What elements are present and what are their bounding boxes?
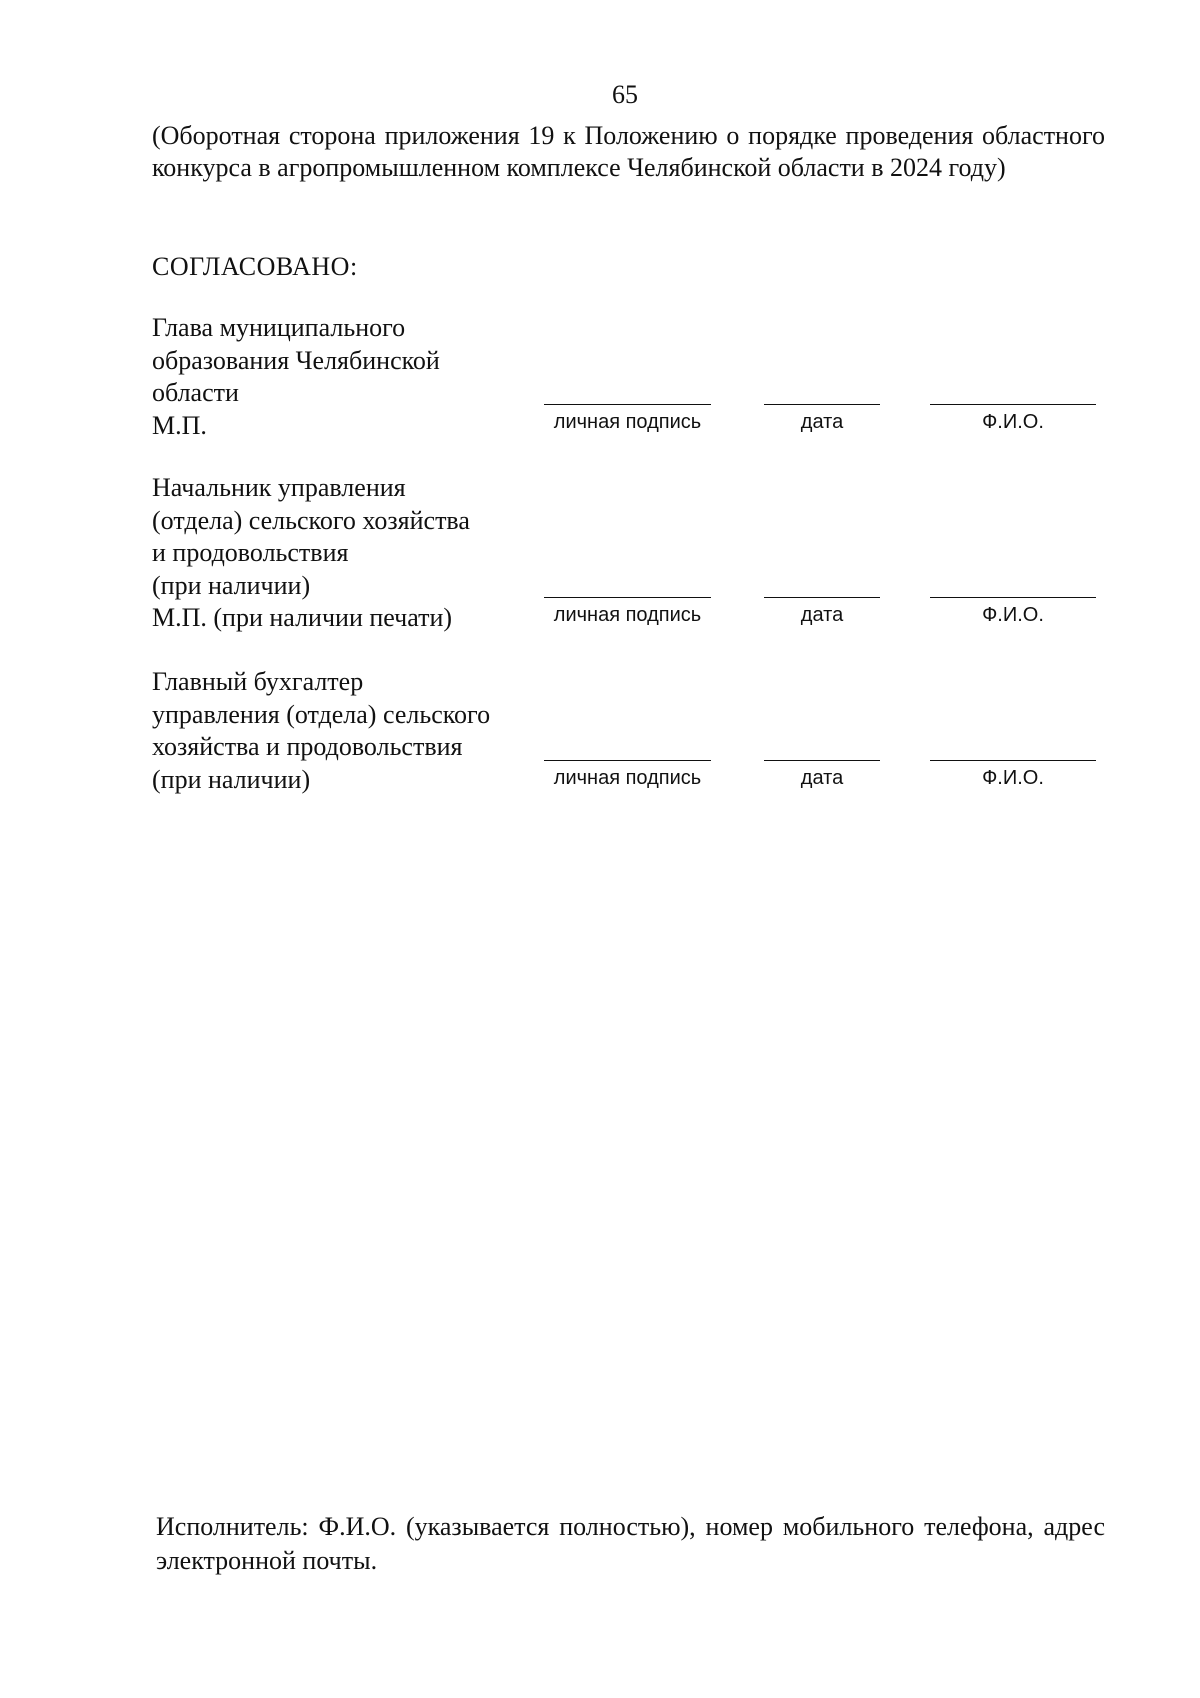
signatory-title-line: (при наличии) — [152, 764, 311, 794]
signatory-title-line: управления (отдела) сельского — [152, 699, 491, 729]
signatory-title-line: Глава муниципального — [152, 313, 406, 342]
signatory-head-department — [152, 472, 470, 635]
fio-line — [930, 597, 1096, 598]
date-caption: дата — [800, 767, 844, 789]
agreed-label: СОГЛАСОВАНО: — [152, 252, 358, 281]
signature-caption: личная подпись — [553, 411, 702, 433]
signatory-title-line: (отдела) сельского хозяйства — [152, 505, 470, 535]
signatory-title-line: (при наличии) — [152, 570, 311, 600]
signature-caption: личная подпись — [553, 604, 702, 626]
signatory-title-line: Главный бухгалтер — [152, 667, 364, 696]
fio-line — [930, 760, 1096, 761]
executor-note: Исполнитель: Ф.И.О. (указывается полностью), номер мобильного телефона, адрес электронной почты. — [156, 1512, 1105, 1575]
signatory-title-line: Начальник управления — [152, 473, 406, 502]
fio-line — [930, 404, 1096, 405]
date-caption: дата — [800, 604, 844, 626]
stamp-label: М.П. (при наличии печати) — [152, 603, 453, 632]
page-number: 65 — [612, 80, 638, 109]
stamp-label: М.П. — [152, 410, 207, 440]
signatory-title-line: хозяйства и продовольствия — [152, 732, 463, 761]
date-caption: дата — [800, 411, 844, 433]
signatory-title-line: образования Челябинской — [152, 345, 440, 375]
signature-line — [544, 597, 711, 598]
fio-caption: Ф.И.О. — [982, 411, 1044, 433]
date-line — [764, 760, 880, 761]
signature-line — [544, 760, 711, 761]
signatory-title-line: области — [152, 378, 239, 407]
signature-caption: личная подпись — [553, 767, 702, 789]
fio-caption: Ф.И.О. — [982, 767, 1044, 789]
signatory-title-line: и продовольствия — [152, 538, 349, 567]
date-line — [764, 404, 880, 405]
fio-caption: Ф.И.О. — [982, 604, 1044, 626]
signature-line — [544, 404, 711, 405]
signatory-chief-accountant — [152, 666, 490, 796]
date-line — [764, 597, 880, 598]
signatory-head-municipal — [152, 312, 440, 442]
document-heading: (Оборотная сторона приложения 19 к Положению о порядке проведения областного конкурса в агропромышленном комплексе Челябинской области в 2024 году) — [152, 121, 1105, 182]
